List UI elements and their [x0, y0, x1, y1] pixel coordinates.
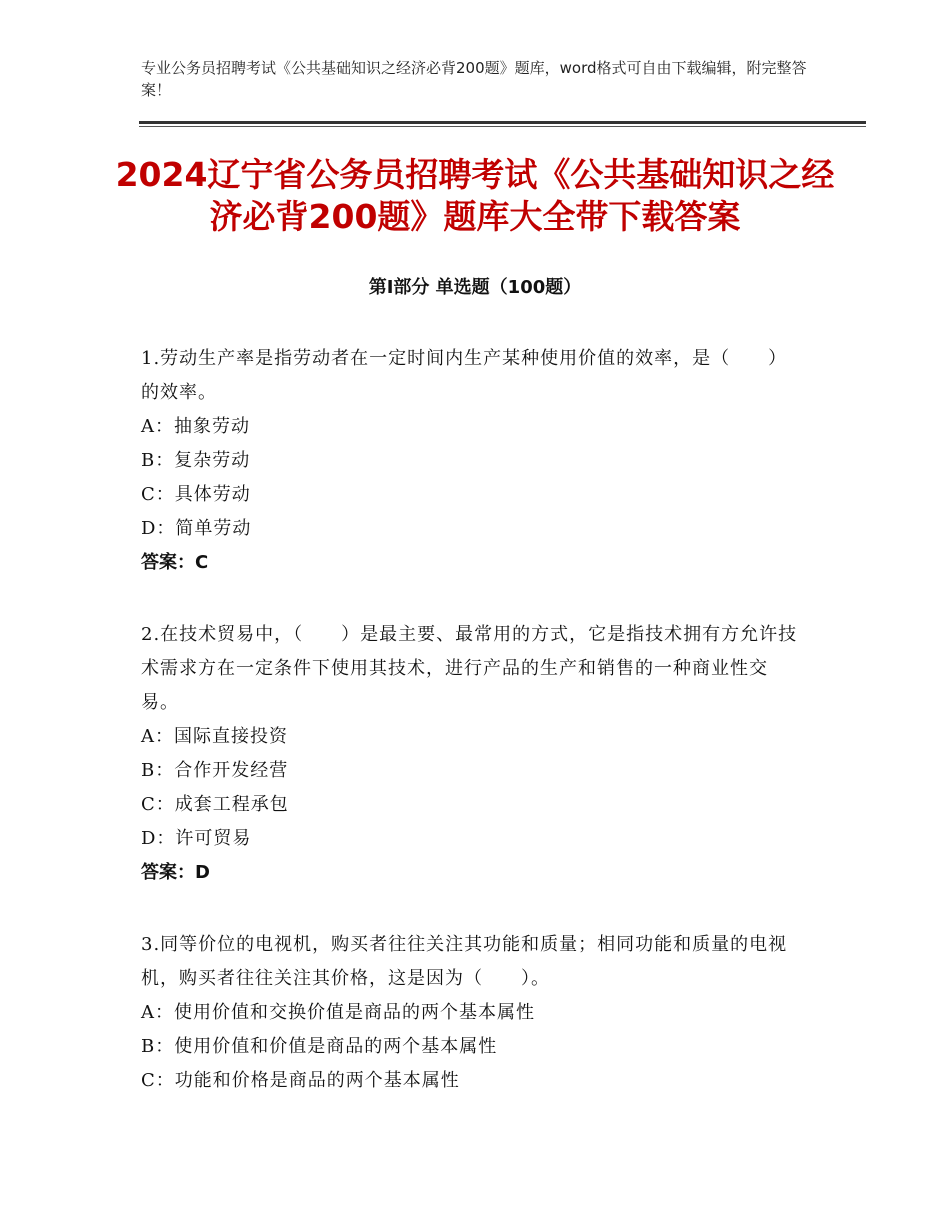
option-a: A：使用价值和交换价值是商品的两个基本属性 — [141, 1002, 535, 1023]
answer: 答案：C — [141, 552, 209, 573]
option-a: A：国际直接投资 — [141, 726, 288, 747]
option-c: C：具体劳动 — [141, 484, 251, 505]
header-note: 专业公务员招聘考试《公共基础知识之经济必背200题》题库，word格式可自由下载编辑，附完整答案！ — [141, 59, 807, 99]
question-stem: 1.劳动生产率是指劳动者在一定时间内生产某种使用价值的效率，是（ ）的效率。 — [141, 348, 788, 403]
option-b: B：使用价值和价值是商品的两个基本属性 — [141, 1036, 498, 1057]
question-1 — [141, 342, 801, 580]
option-c: C：功能和价格是商品的两个基本属性 — [141, 1070, 460, 1091]
section-title: 第Ⅰ部分 单选题（100题） — [368, 277, 582, 298]
option-c: C：成套工程承包 — [141, 794, 289, 815]
option-d: D：许可贸易 — [141, 828, 252, 849]
question-3 — [141, 928, 801, 1098]
question-2 — [141, 618, 801, 890]
question-stem: 3.同等价位的电视机，购买者往往关注其功能和质量；相同功能和质量的电视机，购买者往往关注其价格，这是因为（ ）。 — [141, 934, 788, 989]
option-d: D：简单劳动 — [141, 518, 252, 539]
option-a: A：抽象劳动 — [141, 416, 250, 437]
answer: 答案：D — [141, 862, 210, 883]
question-stem: 2.在技术贸易中，（ ）是最主要、最常用的方式，它是指技术拥有方允许技术需求方在一定条件下使用其技术，进行产品的生产和销售的一种商业性交易。 — [141, 624, 798, 713]
option-b: B：复杂劳动 — [141, 450, 251, 471]
document-title: 2024辽宁省公务员招聘考试《公共基础知识之经济必背200题》题库大全带下载答案 — [115, 155, 835, 236]
option-b: B：合作开发经营 — [141, 760, 289, 781]
header-rule-thick — [139, 121, 866, 124]
question-list — [141, 342, 801, 1136]
header-rule-thin — [139, 126, 866, 127]
